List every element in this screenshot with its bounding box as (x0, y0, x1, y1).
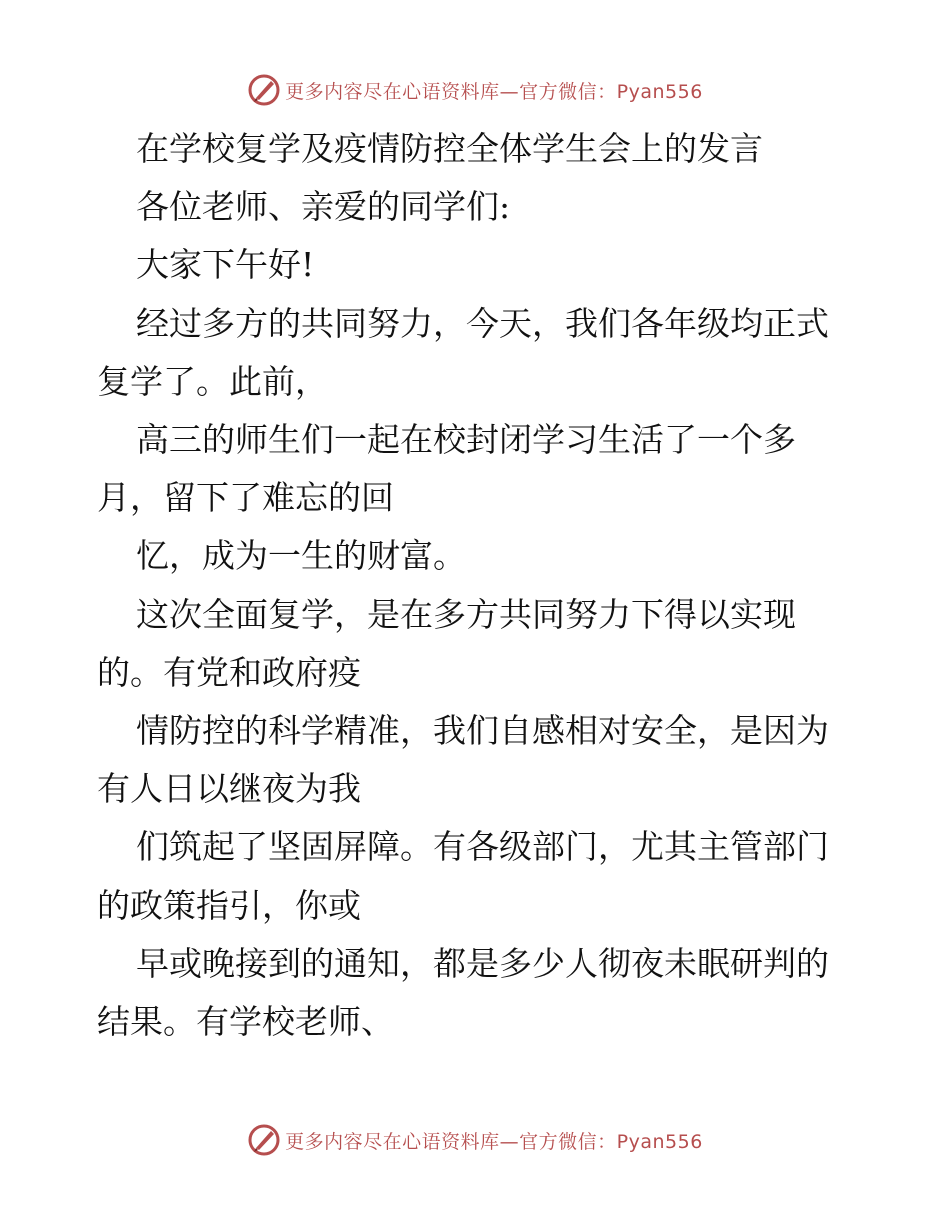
paragraph-line: 经过多方的共同努力，今天，我们各年级均正式 (135, 303, 829, 343)
paragraph (97, 702, 867, 760)
footer-watermark-text: 更多内容尽在心语资料库—官方微信：Pyan556 (285, 1130, 703, 1153)
paragraph-continuation (97, 353, 867, 411)
paragraph (97, 935, 867, 993)
paragraph-line: 结果。有学校老师、 (97, 1002, 394, 1042)
paragraph (97, 527, 867, 585)
paragraph-continuation (97, 760, 867, 818)
paragraph-line: 复学了。此前， (97, 361, 328, 401)
paragraph-line: 高三的师生们一起在校封闭学习生活了一个多 (135, 420, 796, 460)
paragraph-line: 情防控的科学精准，我们自感相对安全，是因为 (135, 711, 829, 751)
footer-watermark (0, 1120, 950, 1160)
document-body (97, 120, 867, 1051)
header-watermark-text: 更多内容尽在心语资料库—官方微信：Pyan556 (285, 80, 703, 103)
quill-pen-logo-icon (247, 73, 281, 107)
greeting: 各位老师、亲爱的同学们: (135, 187, 511, 227)
paragraph-continuation (97, 993, 867, 1051)
paragraph-line: 忆，成为一生的财富。 (135, 536, 466, 576)
paragraph-line: 的政策指引，你或 (97, 885, 361, 925)
paragraph-continuation (97, 877, 867, 935)
salutation: 大家下午好! (135, 245, 315, 285)
paragraph (97, 586, 867, 644)
paragraph-line: 们筑起了坚固屏障。有各级部门，尤其主管部门 (135, 827, 829, 867)
paragraph-line: 有人日以继夜为我 (97, 769, 361, 809)
paragraph (97, 411, 867, 469)
paragraph (97, 818, 867, 876)
paragraph-line: 早或晚接到的通知，都是多少人彻夜未眠研判的 (135, 943, 829, 983)
paragraph-continuation (97, 469, 867, 527)
quill-pen-logo-icon (247, 1123, 281, 1157)
paragraph-continuation (97, 644, 867, 702)
paragraph-line: 月，留下了难忘的回 (97, 478, 394, 518)
paragraph-line: 这次全面复学，是在多方共同努力下得以实现 (135, 594, 796, 634)
document-title: 在学校复学及疫情防控全体学生会上的发言 (135, 129, 763, 168)
paragraph-line: 的。有党和政府疫 (97, 652, 361, 692)
header-watermark (0, 70, 950, 110)
paragraph (97, 295, 867, 353)
